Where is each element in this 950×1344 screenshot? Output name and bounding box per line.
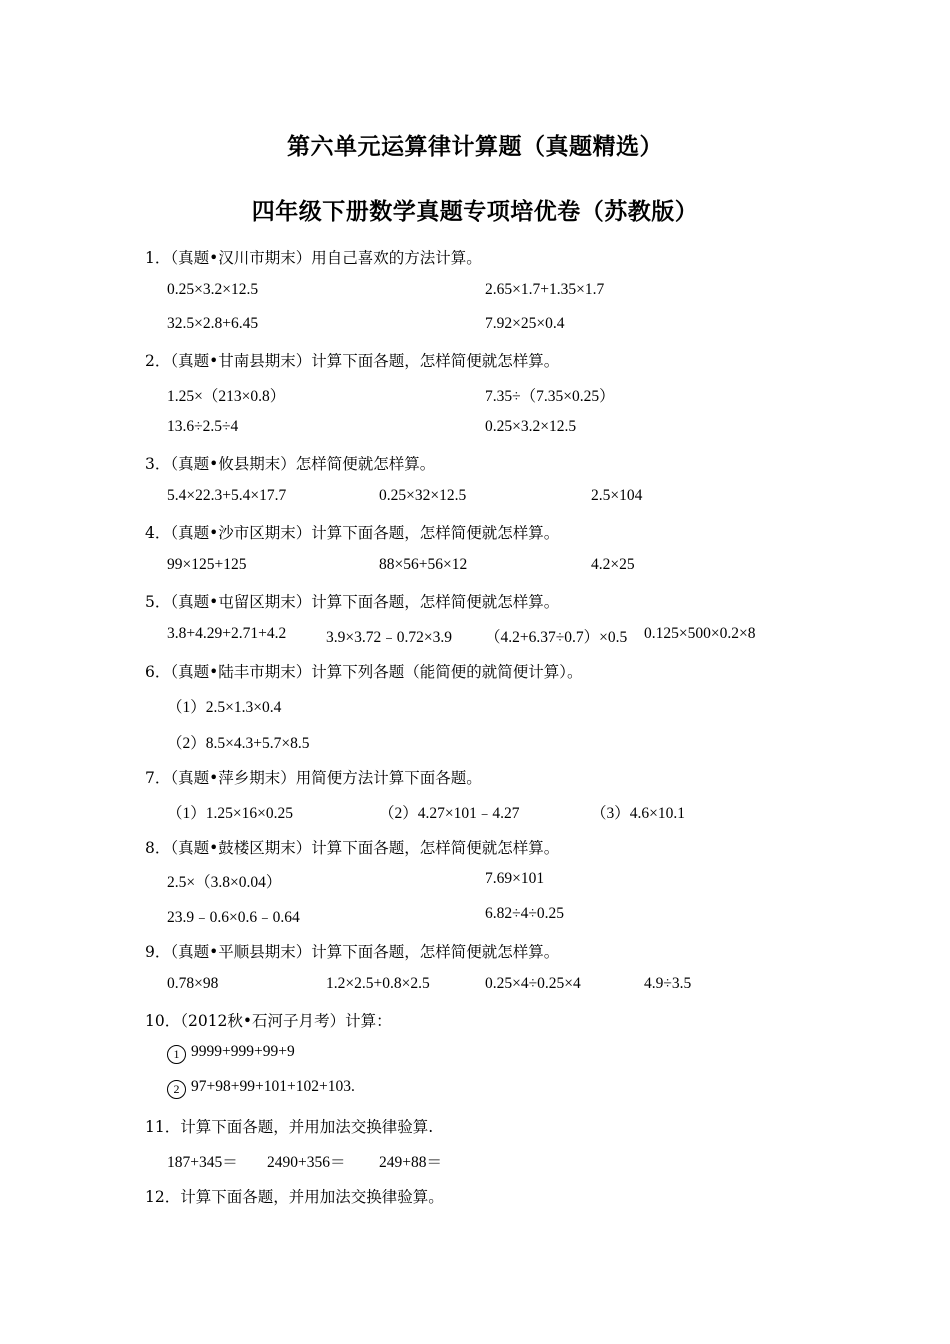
question-12: 12．计算下面各题，并用加法交换律验算。 [145,1188,444,1206]
list-item [167,1043,295,1064]
expression: 6.82÷4÷0.25 [485,905,565,922]
expression: 249+88＝ [379,1154,442,1171]
expression: （4.2+6.37÷0.7）×0.5 [485,629,628,646]
expression: （3）4.6×10.1 [591,805,685,822]
expression: 4.9÷3.5 [644,975,692,992]
expression: 2490+356＝ [267,1154,346,1171]
list-item [167,1078,355,1099]
expression: 2.5×104 [591,487,643,504]
expression: 1.25×（213×0.8） [167,388,286,405]
expression: 0.25×3.2×12.5 [485,418,577,435]
expression: 0.125×500×0.2×8 [644,625,756,642]
expression: （1）2.5×1.3×0.4 [167,699,282,716]
expression: （1）1.25×16×0.25 [167,805,293,822]
question-11: 11．计算下面各题，并用加法交换律验算. [145,1118,434,1136]
expression: （2）8.5×4.3+5.7×8.5 [167,735,310,752]
expression: 187+345＝ [167,1154,238,1171]
expression: 0.25×3.2×12.5 [167,281,259,298]
expression: 88×56+56×12 [379,556,468,573]
expression: 7.35÷（7.35×0.25） [485,388,615,405]
expression: 97+98+99+101+102+103. [191,1078,355,1095]
circled-number: 2 [167,1080,186,1099]
expression: 0.78×98 [167,975,219,992]
expression: 5.4×22.3+5.4×17.7 [167,487,287,504]
expression: 23.9﹣0.6×0.6﹣0.64 [167,909,300,926]
question-5: 5．（真题•屯留区期末）计算下面各题，怎样简便就怎样算。 [145,593,560,611]
expression: （2）4.27×101﹣4.27 [379,805,520,822]
question-4: 4．（真题•沙市区期末）计算下面各题，怎样简便就怎样算。 [145,524,560,542]
page-subtitle: 四年级下册数学真题专项培优卷（苏教版） [251,199,699,225]
circled-number: 1 [167,1045,186,1064]
page-title: 第六单元运算律计算题（真题精选） [287,134,663,160]
expression: 13.6÷2.5÷4 [167,418,239,435]
expression: 1.2×2.5+0.8×2.5 [326,975,430,992]
question-3: 3．（真题•攸县期末）怎样简便就怎样算。 [145,455,436,473]
expression: 0.25×4÷0.25×4 [485,975,581,992]
expression: 7.92×25×0.4 [485,315,565,332]
expression: 9999+999+99+9 [191,1043,295,1060]
question-7: 7．（真题•萍乡期末）用简便方法计算下面各题。 [145,769,482,787]
expression: 7.69×101 [485,870,545,887]
expression: 2.5×（3.8×0.04） [167,874,282,891]
expression: 2.65×1.7+1.35×1.7 [485,281,605,298]
expression: 32.5×2.8+6.45 [167,315,259,332]
expression: 4.2×25 [591,556,635,573]
question-2: 2．（真题•甘南县期末）计算下面各题，怎样简便就怎样算。 [145,352,560,370]
question-9: 9．（真题•平顺县期末）计算下面各题，怎样简便就怎样算。 [145,943,560,961]
question-6: 6．（真题•陆丰市期末）计算下列各题（能简便的就简便计算）。 [145,663,583,681]
expression: 99×125+125 [167,556,247,573]
question-8: 8．（真题•鼓楼区期末）计算下面各题，怎样简便就怎样算。 [145,839,560,857]
question-10: 10．（2012秋•石河子月考）计算： [145,1012,392,1030]
expression: 3.9×3.72﹣0.72×3.9 [326,629,452,646]
question-1: 1．（真题•汉川市期末）用自己喜欢的方法计算。 [145,249,482,267]
expression: 0.25×32×12.5 [379,487,467,504]
expression: 3.8+4.29+2.71+4.2 [167,625,287,642]
